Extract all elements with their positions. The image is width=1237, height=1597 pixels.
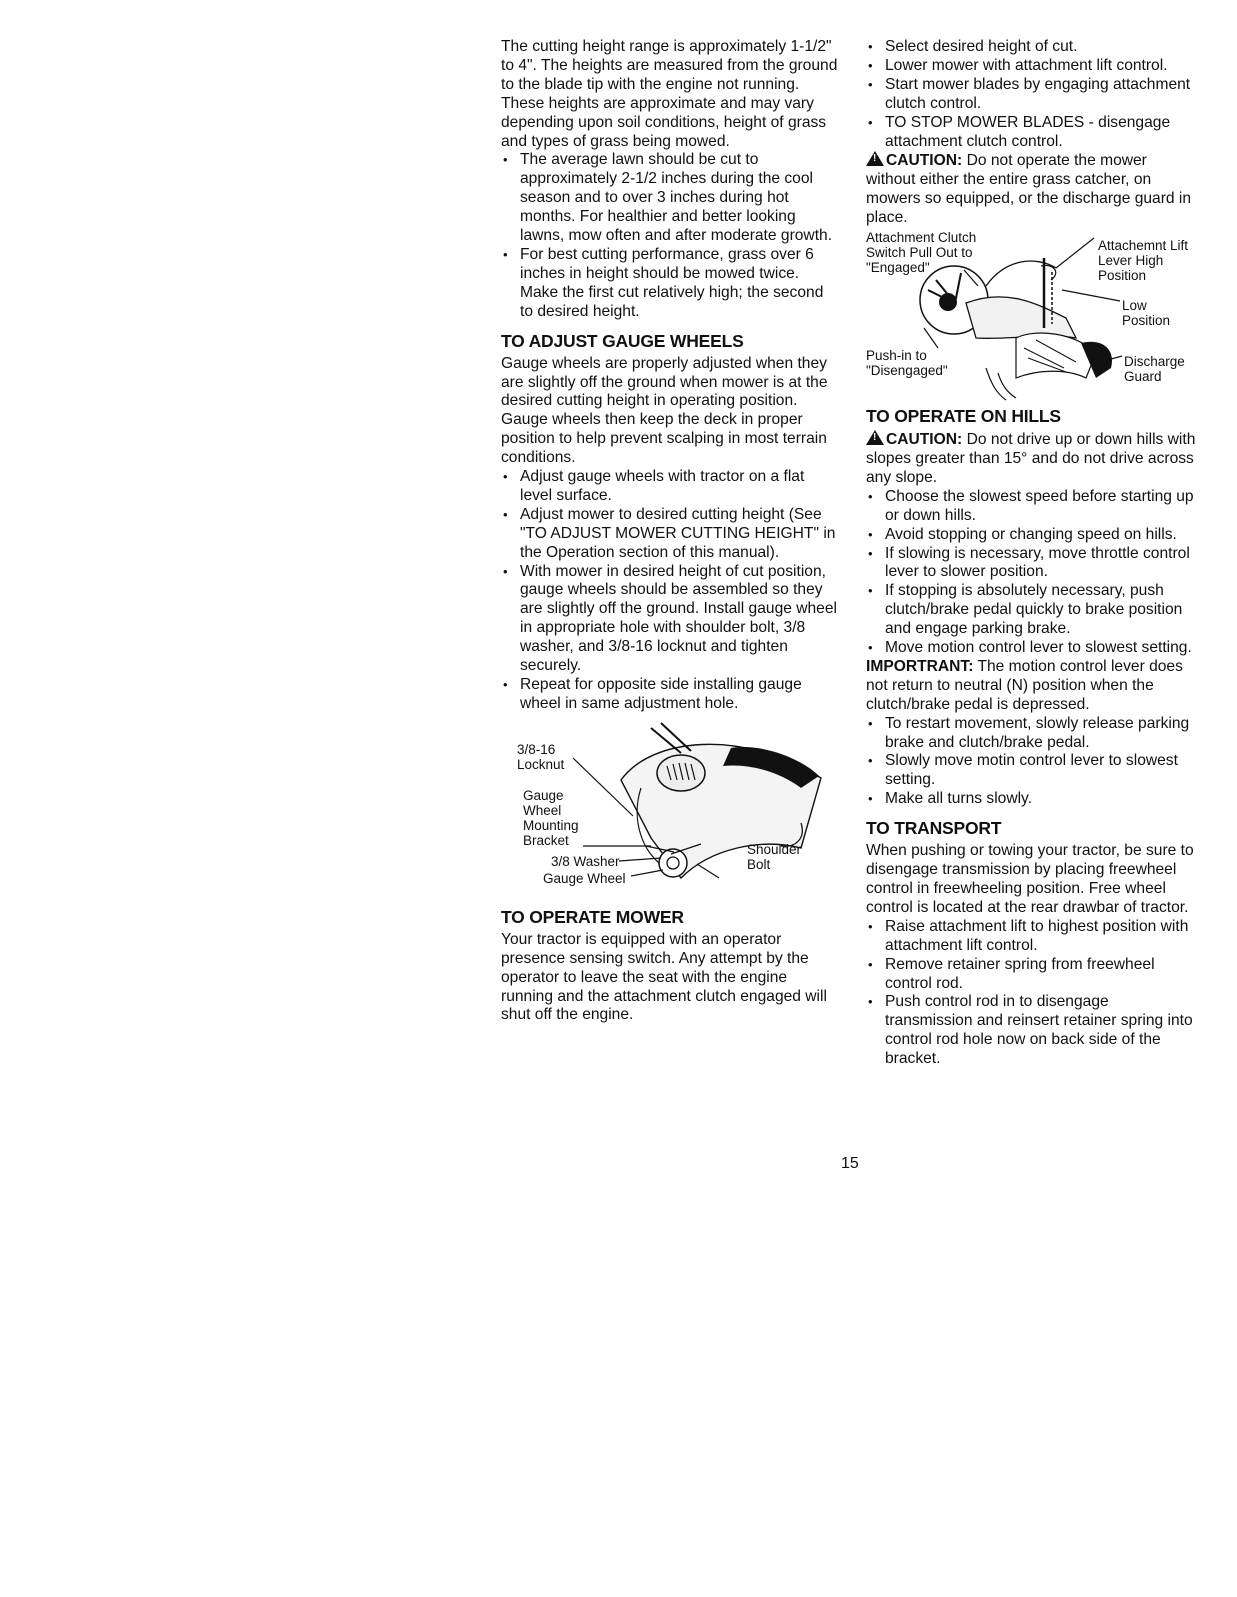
shoulder-bolt-label: Shoulder Bolt [747, 841, 802, 872]
clutch-pull-label: Attachment Clutch Switch Pull Out to "Engaged" [866, 230, 977, 276]
list-item: • Move motion control lever to slowest setting. [866, 639, 1196, 658]
push-in-label: Push-in to "Disengaged" [866, 348, 948, 379]
mower-steps [866, 38, 1196, 151]
bracket-label: Gauge Wheel Mounting Bracket [523, 787, 579, 848]
transport-bullets [866, 918, 1196, 1069]
important-text: The motion control lever does not return to neutral (N) position when the clutch/brake pedal is depressed. [866, 657, 1183, 713]
caution-grass-catcher [866, 151, 1196, 228]
intro-paragraph: The cutting height range is approximately 1-1/2" to 4". The heights are measured from the ground to the blade tip with the engine not running. These heights are approximate and may vary depending upon soil conditions, height of grass and types of grass being mowed. [501, 38, 838, 150]
list-item: • Raise attachment lift to highest position with attachment lift control. [866, 918, 1196, 956]
list-item: • With mower in desired height of cut position, gauge wheels should be assembled so they are slightly off the ground. Install gauge wheel in appropriate hole with shoulder bolt, 3/8 washer, and 3/8-16 locknut and tighten securely. [501, 563, 838, 676]
transport-paragraph: When pushing or towing your tractor, be sure to disengage transmission by placing freewheel control in freewheeling position. Free wheel control is located at the rear drawbar of tractor. [866, 842, 1194, 916]
left-column [501, 38, 838, 1025]
warning-icon [866, 151, 884, 166]
list-item: • Repeat for opposite side installing gauge wheel in same adjustment hole. [501, 676, 838, 714]
hills-heading: TO OPERATE ON HILLS [866, 406, 1061, 427]
list-item: • Remove retainer spring from freewheel control rod. [866, 956, 1196, 994]
gauge-wheel-figure [501, 718, 838, 898]
list-item: • Choose the slowest speed before starting up or down hills. [866, 488, 1196, 526]
operate-mower-paragraph: Your tractor is equipped with an operator presence sensing switch. Any attempt by the operator to leave the seat with the engine running and the attachment clutch engaged will shut off the engine. [501, 930, 827, 1024]
caution-text: Do not drive up or down hills with slopes greater than 15° and do not drive across any slope. [866, 431, 1196, 486]
gauge-wheel-label: Gauge Wheel [543, 870, 626, 886]
operate-mower-heading: TO OPERATE MOWER [501, 906, 684, 927]
list-item: • To restart movement, slowly release parking brake and clutch/brake pedal. [866, 715, 1196, 753]
important-note [866, 658, 1196, 715]
locknut-label: 3/8-16 Locknut [517, 741, 565, 772]
list-item: • Make all turns slowly. [866, 790, 1196, 809]
gauge-heading: TO ADJUST GAUGE WHEELS [501, 330, 744, 351]
restart-bullets [866, 715, 1196, 810]
list-item: • For best cutting performance, grass over 6 inches in height should be mowed twice. Make the first cut relatively high; the second to desired height. [501, 246, 838, 322]
list-item: • Start mower blades by engaging attachment clutch control. [866, 76, 1196, 114]
important-label: IMPORTRANT: [866, 657, 974, 675]
low-position-label: Low Position [1122, 298, 1171, 329]
warning-icon [866, 430, 884, 445]
caution-label: CAUTION: [886, 152, 963, 170]
list-item: • The average lawn should be cut to approximately 2-1/2 inches during the cool season and to over 3 inches during hot months. For healthier and better looking lawns, mow often and after moderate growth. [501, 151, 838, 246]
transport-heading: TO TRANSPORT [866, 818, 1002, 839]
list-item: • Slowly move motin control lever to slowest setting. [866, 752, 1196, 790]
hills-bullets [866, 488, 1196, 658]
gauge-bullets [501, 468, 838, 714]
list-item: • Push control rod in to disengage transmission and reinsert retainer spring into control rod hole now on back side of the bracket. [866, 993, 1196, 1069]
list-item: • Avoid stopping or changing speed on hills. [866, 526, 1196, 545]
page-number: 15 [841, 1155, 859, 1172]
caution-hills [866, 430, 1196, 488]
gauge-paragraph: Gauge wheels are properly adjusted when they are slightly off the ground when mower is at the desired cutting height in operating position. Gauge wheels then keep the deck in proper position to help prevent scalping in most terrain conditions. [501, 354, 828, 467]
right-column [866, 38, 1196, 1069]
list-item: • TO STOP MOWER BLADES - disengage attachment clutch control. [866, 114, 1196, 152]
list-item: • Adjust gauge wheels with tractor on a flat level surface. [501, 468, 838, 506]
list-item: • Lower mower with attachment lift control. [866, 57, 1196, 76]
caution-text: Do not operate the mower without either the entire grass catcher, on mowers so equipped, or the discharge guard in place. [866, 152, 1192, 227]
intro-bullets [501, 151, 838, 321]
list-item: • Select desired height of cut. [866, 38, 1196, 57]
list-item: • Adjust mower to desired cutting height (See "TO ADJUST MOWER CUTTING HEIGHT" in the Operation section of this manual). [501, 506, 838, 563]
clutch-figure [866, 228, 1196, 406]
list-item: • If slowing is necessary, move throttle control lever to slower position. [866, 545, 1196, 583]
list-item: • If stopping is absolutely necessary, push clutch/brake pedal quickly to brake position and engage parking brake. [866, 582, 1196, 639]
washer-label: 3/8 Washer [551, 853, 620, 869]
lift-lever-label: Attachemnt Lift Lever High Position [1098, 238, 1189, 284]
caution-label: CAUTION: [886, 431, 963, 449]
discharge-guard-label: Discharge Guard [1124, 354, 1185, 385]
